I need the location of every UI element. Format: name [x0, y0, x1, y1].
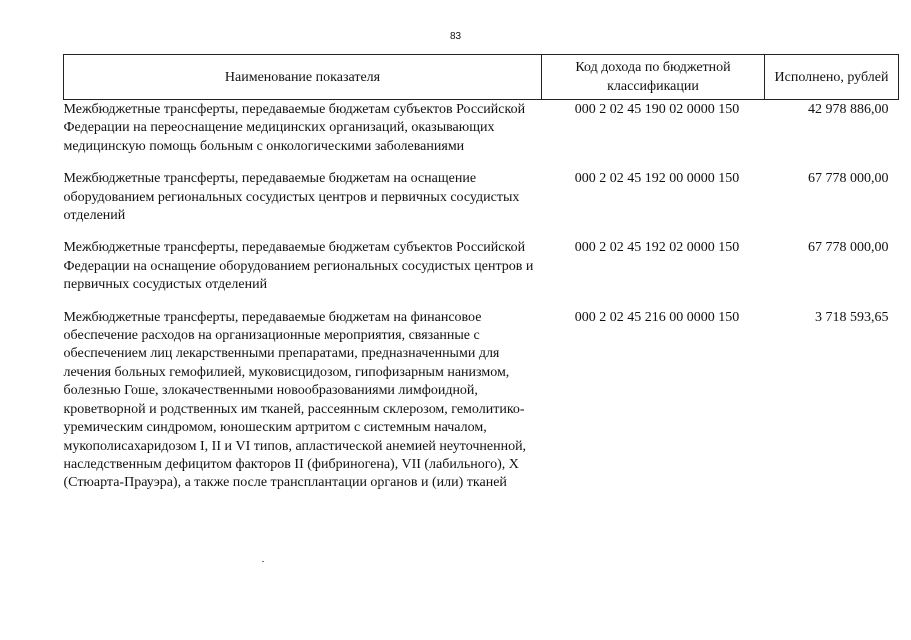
table-row [64, 239, 899, 308]
table-body [64, 100, 899, 493]
table-row [64, 100, 899, 171]
indicator-name: Межбюджетные трансферты, передаваемые бюджетам на оснащение оборудованием региональных сосудистых центров и первичных сосудистых отделений [63, 171, 520, 224]
page-number: 83 [449, 31, 462, 42]
revenue-table [63, 54, 899, 493]
header-row [64, 55, 899, 100]
revenue-code: 000 2 02 45 192 02 0000 150 [574, 240, 740, 256]
executed-amount: 3 718 593,65 [815, 309, 889, 325]
table-row [64, 309, 899, 493]
revenue-code: 000 2 02 45 216 00 0000 150 [574, 309, 740, 325]
table-header [64, 55, 899, 100]
indicator-name: Межбюджетные трансферты, передаваемые бюджетам субъектов Российской Федерации на переоснащение медицинских организаций, оказывающих медицинскую помощь больным с онкологическими заболеваниями [63, 102, 526, 154]
scan-speck [262, 561, 264, 562]
indicator-name: Межбюджетные трансферты, передаваемые бюджетам субъектов Российской Федерации на оснащение оборудованием региональных сосудистых центров и первичных сосудистых отделений [63, 240, 534, 293]
revenue-code: 000 2 02 45 190 02 0000 150 [574, 102, 740, 117]
header-amount: Исполнено, рублей [765, 55, 899, 100]
header-code: Код дохода по бюджетной классификации [542, 55, 765, 100]
header-name: Наименование показателя [64, 55, 542, 100]
indicator-name: Межбюджетные трансферты, передаваемые бюджетам на финансовое обеспечение расходов на организационные мероприятия, связанные с обеспечением лиц лекарственными препаратами, предназначенными для лечения больных гемофилией, муковисцидозом, гипофизарным нанизмом, болезнью Гоше, злокачественными новообразованиями лимфоидной, кроветворной и родственных им тканей, рассеянным склерозом, гемолитико-уремическим синдромом, юношеским артритом с системным началом, мукополисахаридозом I, II и VI типов, апластической анемией неуточненной, наследственным дефицитом факторов II (фибриногена), VII (лабильного), X (Стюарта-Прауэра), а также после трансплантации органов и (или) тканей [63, 309, 527, 491]
executed-amount: 67 778 000,00 [808, 171, 889, 187]
table-row [64, 170, 899, 239]
executed-amount: 67 778 000,00 [808, 240, 889, 256]
executed-amount: 42 978 886,00 [808, 102, 889, 117]
revenue-code: 000 2 02 45 192 00 0000 150 [574, 171, 740, 187]
